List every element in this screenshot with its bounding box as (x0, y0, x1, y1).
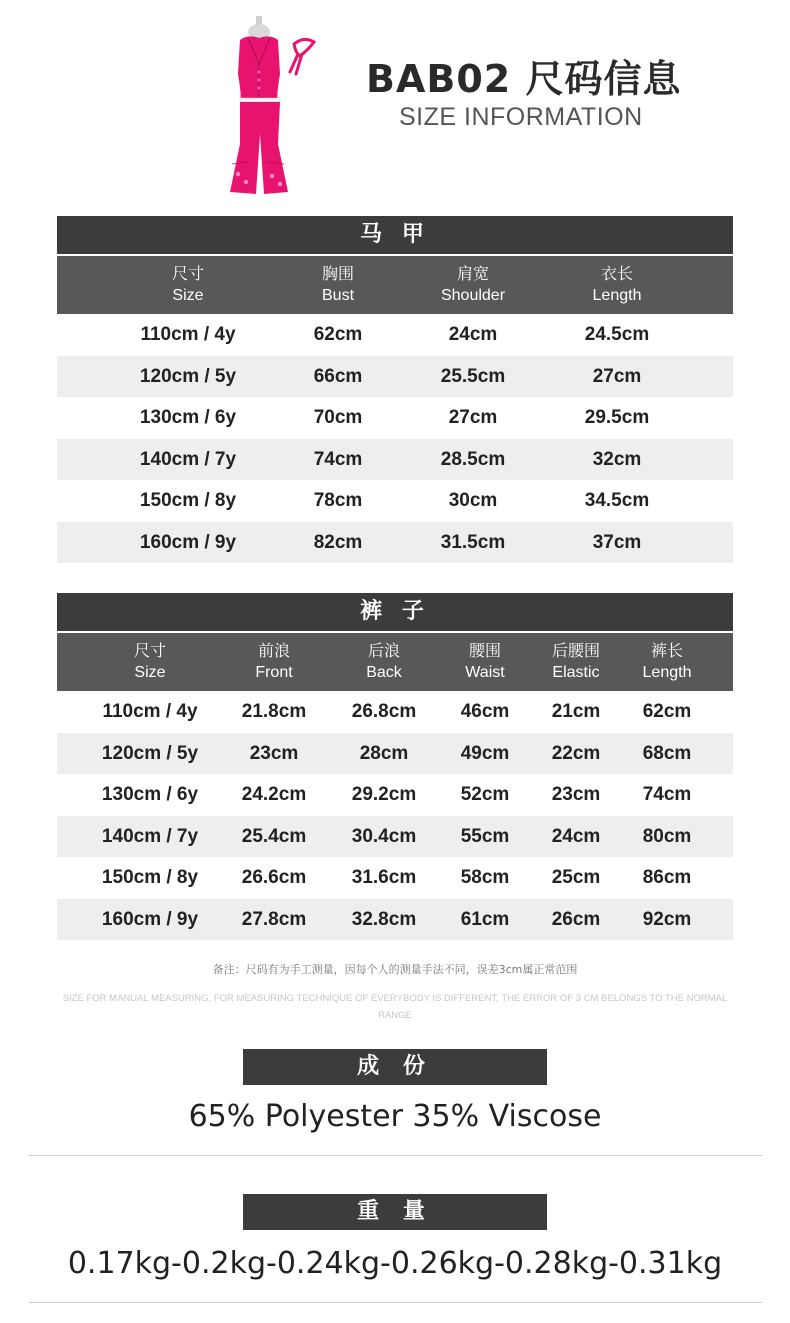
table-row: 140cm / 7y 25.4cm 30.4cm 55cm 24cm 80cm (57, 816, 733, 858)
table-row: 130cm / 6y 70cm 27cm 29.5cm (139, 407, 650, 428)
column-header: 尺寸 Size (171, 266, 205, 304)
table-row: 150cm / 8y 78cm 30cm 34.5cm (139, 490, 650, 511)
weight-value: 0.17kg-0.2kg-0.24kg-0.26kg-0.28kg-0.31kg (67, 1246, 723, 1281)
table-row: 140cm / 7y 74cm 28.5cm 32cm (57, 439, 733, 481)
table-row: 150cm / 8y 26.6cm 31.6cm 58cm 25cm 86cm (101, 867, 692, 888)
table-row: 120cm / 5y 66cm 25.5cm 27cm (57, 356, 733, 398)
table-row: 130cm / 6y 24.2cm 29.2cm 52cm 23cm 74cm (101, 784, 692, 805)
vest-table-body (57, 314, 733, 563)
measurement-note-en: SIZE FOR MANUAL MEASURING, FOR MEASURING TECHNIQUE OF EVERYBODY IS DIFFERENT, THE ERROR OF 3 CM BELONGS TO THE NORMAL RANGE (62, 993, 728, 1021)
pants-size-table (57, 593, 733, 940)
product-image (218, 14, 338, 199)
vest-table-header (57, 256, 733, 314)
pants-table-header (57, 633, 733, 691)
divider (29, 1302, 762, 1303)
page-title: BAB02 尺码信息 (366, 57, 682, 101)
vest-table-title: 马 甲 (57, 216, 733, 254)
vest-size-table (57, 216, 733, 563)
column-header: 后浪 Back (366, 643, 402, 681)
measurement-note-cn: 备注：尺码有为手工测量，因每个人的测量手法不同，误差3cm属正常范围 (212, 963, 578, 976)
pants-table-body (57, 691, 733, 940)
table-row: 110cm / 4y 21.8cm 26.8cm 46cm 21cm 62cm (102, 701, 692, 722)
column-header: 裤长 Length (642, 643, 692, 681)
divider (29, 1155, 762, 1156)
table-row: 160cm / 9y 27.8cm 32.8cm 61cm 26cm 92cm (57, 899, 733, 941)
column-header: 胸围 Bust (321, 266, 355, 304)
pants-table-title: 裤 子 (57, 593, 733, 631)
column-header: 尺寸 Size (133, 643, 167, 681)
column-header: 腰围 Waist (465, 643, 505, 681)
weight-label: 重 量 (243, 1194, 547, 1230)
column-header: 肩宽 Shoulder (440, 266, 506, 304)
table-row: 110cm / 4y 62cm 24cm 24.5cm (140, 324, 650, 345)
page-subtitle: SIZE INFORMATION (399, 103, 643, 131)
column-header: 后腰围 Elastic (551, 643, 601, 681)
column-header: 前浪 Front (255, 643, 293, 681)
composition-value: 65% Polyester 35% Viscose (188, 1099, 602, 1134)
column-header: 衣长 Length (592, 266, 642, 304)
composition-label: 成 份 (243, 1049, 547, 1085)
table-row: 120cm / 5y 23cm 28cm 49cm 22cm 68cm (57, 733, 733, 775)
table-row: 160cm / 9y 82cm 31.5cm 37cm (57, 522, 733, 564)
